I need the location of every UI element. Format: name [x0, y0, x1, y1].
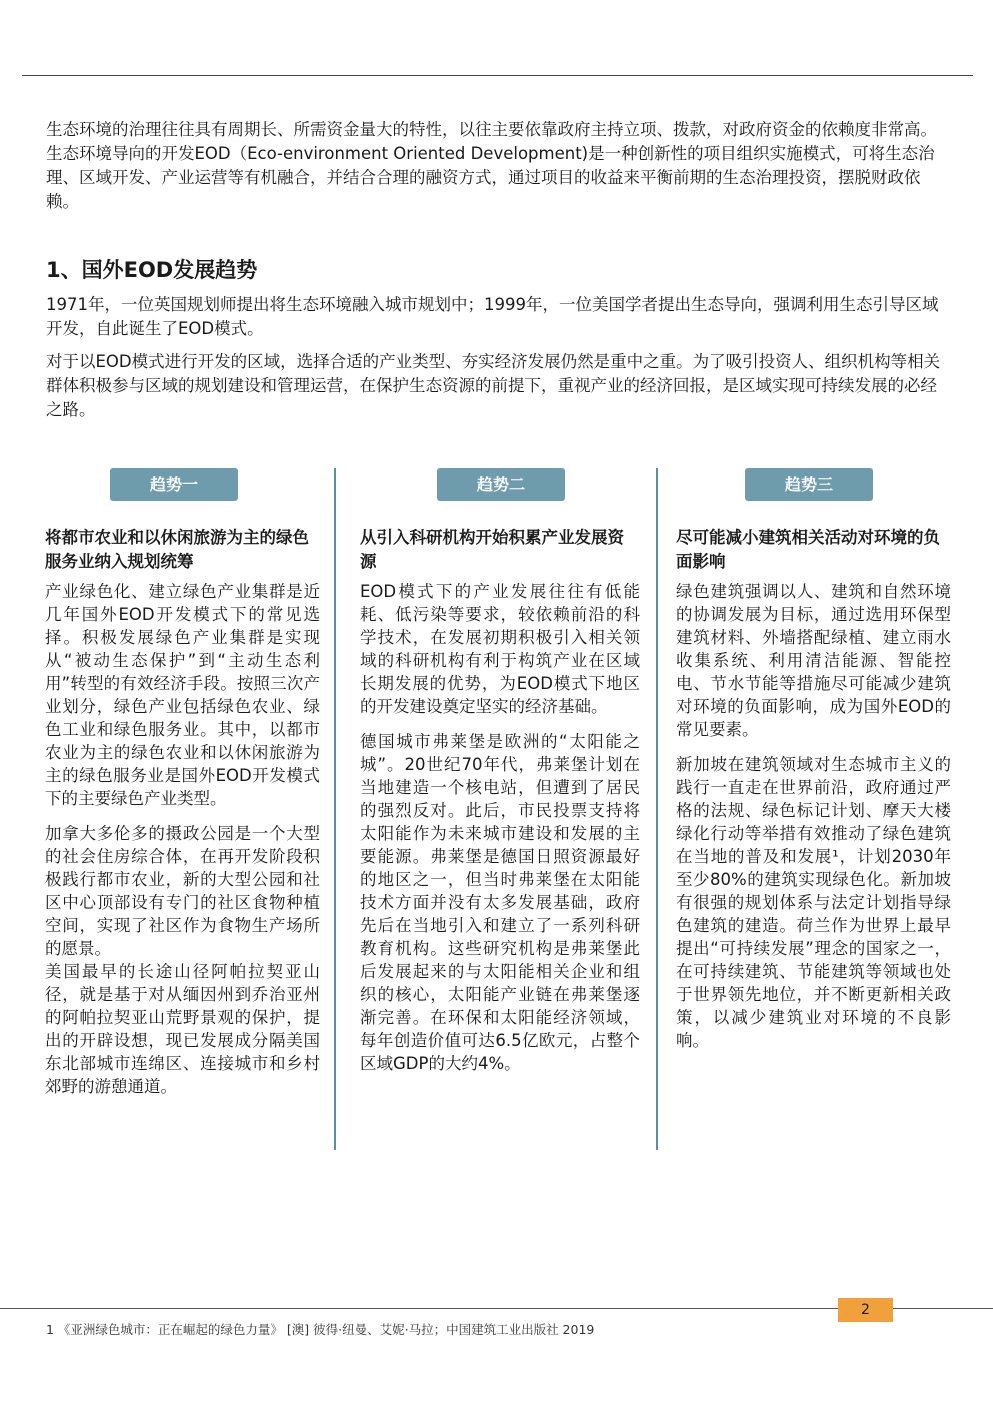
- footnote: 1 《亚洲绿色城市：正在崛起的绿色力量》 [澳] 彼得·纽曼、艾妮·马拉；中国建筑工业出版社 2019: [46, 1322, 595, 1337]
- column-divider-2: [656, 468, 658, 1150]
- trend-3-paragraph-1: 绿色建筑强调以人、建筑和自然环境的协调发展为目标，通过选用环保型建筑材料、外墙搭配绿植、建立雨水收集系统、利用清洁能源、智能控电、节水节能等措施尽可能减少建筑对环境的负面影响，成为国外EOD的常见要素。: [676, 582, 951, 739]
- trend-column-1: [45, 468, 320, 1150]
- trend-heading-2: 从引入科研机构开始积累产业发展资源: [360, 528, 624, 571]
- trend-1-paragraph-1: 产业绿色化、建立绿色产业集群是近几年国外EOD开发模式下的常见选择。积极发展绿色产业集群是实现从“被动生态保护”到“主动生态利用”转型的有效经济手段。按照三次产业划分，绿色产业包括绿色农业、绿色工业和绿色服务业。其中，以都市农业为主的绿色农业和以休闲旅游为主的绿色服务业是国外EOD开发模式下的主要绿色产业类型。: [45, 582, 320, 808]
- intro-paragraph: 生态环境的治理往往具有周期长、所需资金量大的特性，以往主要依靠政府主持立项、拨款，对政府资金的依赖度非常高。生态环境导向的开发EOD（Eco-environment Oriented Development)是一种创新性的项目组织实施模式，可将生态治理、区域开发、产业运营等有机融合，并结合合理的融资方式，通过项目的收益来平衡前期的生态治理投资，摆脱财政依赖。: [46, 120, 937, 211]
- trend-column-3: [676, 468, 951, 1150]
- trend-body-2: [360, 580, 640, 1087]
- section-title: 1、国外EOD发展趋势: [46, 258, 258, 282]
- column-divider-1: [334, 468, 336, 1150]
- trend-3-paragraph-2: 新加坡在建筑领域对生态城市主义的践行一直走在世界前沿，政府通过严格的法规、绿色标记计划、摩天大楼绿化行动等举措有效推动了绿色建筑在当地的普及和发展¹，计划2030年至少80%的建筑实现绿色化。新加坡有很强的规划体系与法定计划指导绿色建筑的建造。荷兰作为世界上最早提出“可持续发展”理念的国家之一，在可持续建筑、节能建筑等领域也处于世界领先地位，并不断更新相关政策，以减少建筑业对环境的不良影响。: [676, 755, 951, 1050]
- trend-heading-3: 尽可能减小建筑相关活动对环境的负面影响: [676, 528, 940, 571]
- trend-heading-1: 将都市农业和以休闲旅游为主的绿色服务业纳入规划统筹: [45, 528, 309, 571]
- trend-badge-2: 趋势二: [437, 468, 565, 501]
- trend-column-2: [360, 468, 640, 1150]
- history-paragraph: 1971年，一位英国规划师提出将生态环境融入城市规划中；1999年，一位美国学者提出生态导向，强调利用生态引导区域开发，自此诞生了EOD模式。: [46, 295, 939, 338]
- header-rule: [22, 75, 973, 76]
- trend-1-paragraph-2: 加拿大多伦多的摄政公园是一个大型的社会住房综合体，在再开发阶段积极践行都市农业，新的大型公园和社区中心顶部设有专门的社区食物种植空间，实现了社区作为食物生产场所的愿景。: [45, 824, 320, 958]
- trend-badge-3: 趋势三: [745, 468, 873, 501]
- trend-2-paragraph-2: 德国城市弗莱堡是欧洲的“太阳能之城”。20世纪70年代，弗莱堡计划在当地建造一个核电站，但遭到了居民的强烈反对。此后，市民投票支持将太阳能作为未来城市建设和发展的主要能源。弗莱堡是德国日照资源最好的地区之一，但当时弗莱堡在太阳能技术方面并没有太多发展基础，政府先后在当地引入和建立了一系列科研教育机构。这些研究机构是弗莱堡此后发展起来的与太阳能相关企业和组织的核心，太阳能产业链在弗莱堡逐渐完善。在环保和太阳能经济领域，每年创造价值可达6.5亿欧元，占整个区域GDP的大约4%。: [360, 732, 640, 1073]
- trend-body-3: [676, 580, 951, 1064]
- industry-paragraph: 对于以EOD模式进行开发的区域，选择合适的产业类型、夯实经济发展仍然是重中之重。为了吸引投资人、组织机构等相关群体积极参与区域的规划建设和管理运营，在保护生态资源的前提下，重视产业的经济回报，是区域实现可持续发展的必经之路。: [46, 352, 941, 419]
- trend-body-1: [45, 580, 320, 1110]
- page-number: 2: [838, 1298, 893, 1322]
- trend-2-paragraph-1: EOD模式下的产业发展往往有低能耗、低污染等要求，较依赖前沿的科学技术，在发展初期积极引入相关领域的科研机构有利于构筑产业在区域长期发展的优势，为EOD模式下地区的开发建设奠定坚实的经济基础。: [360, 582, 640, 716]
- trend-1-paragraph-3: 美国最早的长途山径阿帕拉契亚山径，就是基于对从缅因州到乔治亚州的阿帕拉契亚山荒野景观的保护，提出的开辟设想，现已发展成分隔美国东北部城市连绵区、连接城市和乡村郊野的游憩通道。: [45, 962, 320, 1096]
- trend-badge-1: 趋势一: [110, 468, 238, 501]
